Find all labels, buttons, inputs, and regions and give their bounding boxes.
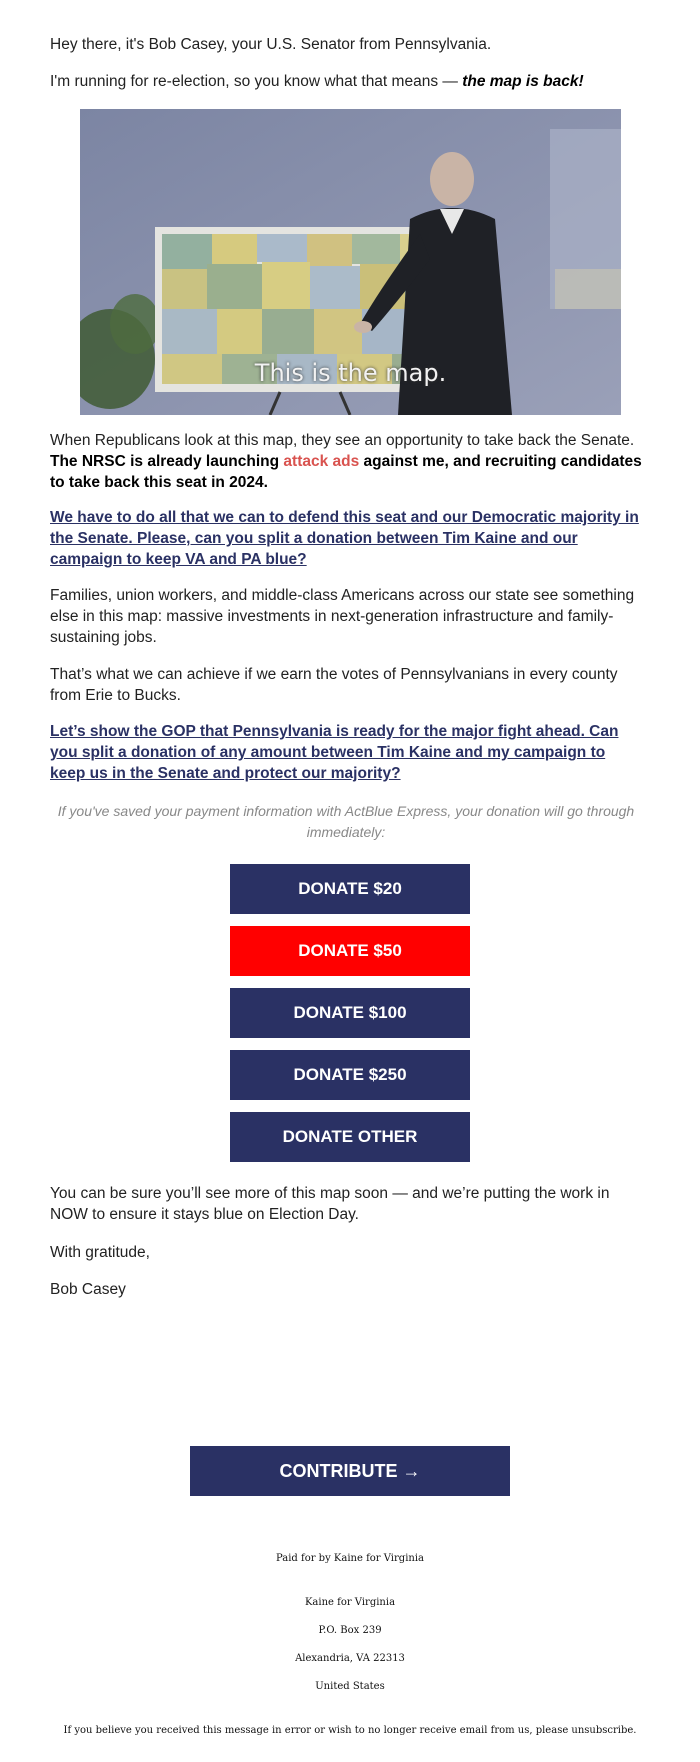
paragraph-families: Families, union workers, and middle-class Americans across our state see something else in this map: massive investments in next-generation infrastructure and family-sustaining jobs. <box>50 587 635 646</box>
footer-org: Kaine for Virginia <box>304 1597 396 1608</box>
donate-250-button[interactable]: DONATE $250 <box>230 1050 470 1100</box>
hero-caption: This is the map. <box>254 359 447 387</box>
intro-plain: I'm running for re-election, so you know what that means — <box>50 73 463 90</box>
donation-link-2-wrap <box>50 721 642 784</box>
donation-link-2[interactable]: Let’s show the GOP that Pennsylvania is ready for the major fight ahead. Can you split a donation of any amount between Tim Kaine and my campaign to keep us in the Senate and protect our majority? <box>50 723 619 782</box>
signoff-text: With gratitude, <box>50 1244 150 1261</box>
donate-100-button[interactable]: DONATE $100 <box>230 988 470 1038</box>
paragraph-more-map: You can be sure you’ll see more of this map soon — and we’re putting the work in NOW to ensure it stays blue on Election Day. <box>50 1185 610 1223</box>
donation-link-1-wrap <box>50 507 642 570</box>
donate-20-button[interactable]: DONATE $20 <box>230 864 470 914</box>
hero-image[interactable] <box>80 109 621 415</box>
donate-50-button[interactable]: DONATE $50 <box>230 926 470 976</box>
greeting-text: Hey there, it's Bob Casey, your U.S. Senator from Pennsylvania. <box>50 36 492 53</box>
p3-bold-b: against me, and recruiting candidates to take back this seat in 2024. <box>50 453 642 491</box>
footer-po-box: P.O. Box 239 <box>318 1625 382 1636</box>
paragraph-votes: That’s what we can achieve if we earn the votes of Pennsylvanians in every county from Erie to Bucks. <box>50 666 618 704</box>
intro-emphasis: the map is back! <box>462 73 584 90</box>
contribute-button[interactable]: CONTRIBUTE → <box>190 1446 510 1496</box>
attack-ads-link[interactable]: attack ads <box>283 453 360 470</box>
p3-bold-a: The NRSC is already launching <box>50 453 284 470</box>
actblue-express-note: If you've saved your payment information with ActBlue Express, your donation will go through immediately: <box>57 803 635 840</box>
unsubscribe-text[interactable]: If you believe you received this message in error or wish to no longer receive email from us, please unsubscribe. <box>63 1725 637 1736</box>
donation-link-1[interactable]: We have to do all that we can to defend this seat and our Democratic majority in the Senate. Please, can you split a donation between Tim Kaine and our campaign to keep VA and PA blue? <box>50 509 639 568</box>
signature-text: Bob Casey <box>50 1281 126 1298</box>
footer-country: United States <box>315 1681 385 1692</box>
donate-other-button[interactable]: DONATE OTHER <box>230 1112 470 1162</box>
p3-plain: When Republicans look at this map, they see an opportunity to take back the Senate. <box>50 432 635 449</box>
intro-text <box>50 71 584 92</box>
paid-for-text: Paid for by Kaine for Virginia <box>275 1553 424 1564</box>
paragraph-republicans <box>50 430 642 493</box>
footer-city: Alexandria, VA 22313 <box>295 1653 405 1664</box>
